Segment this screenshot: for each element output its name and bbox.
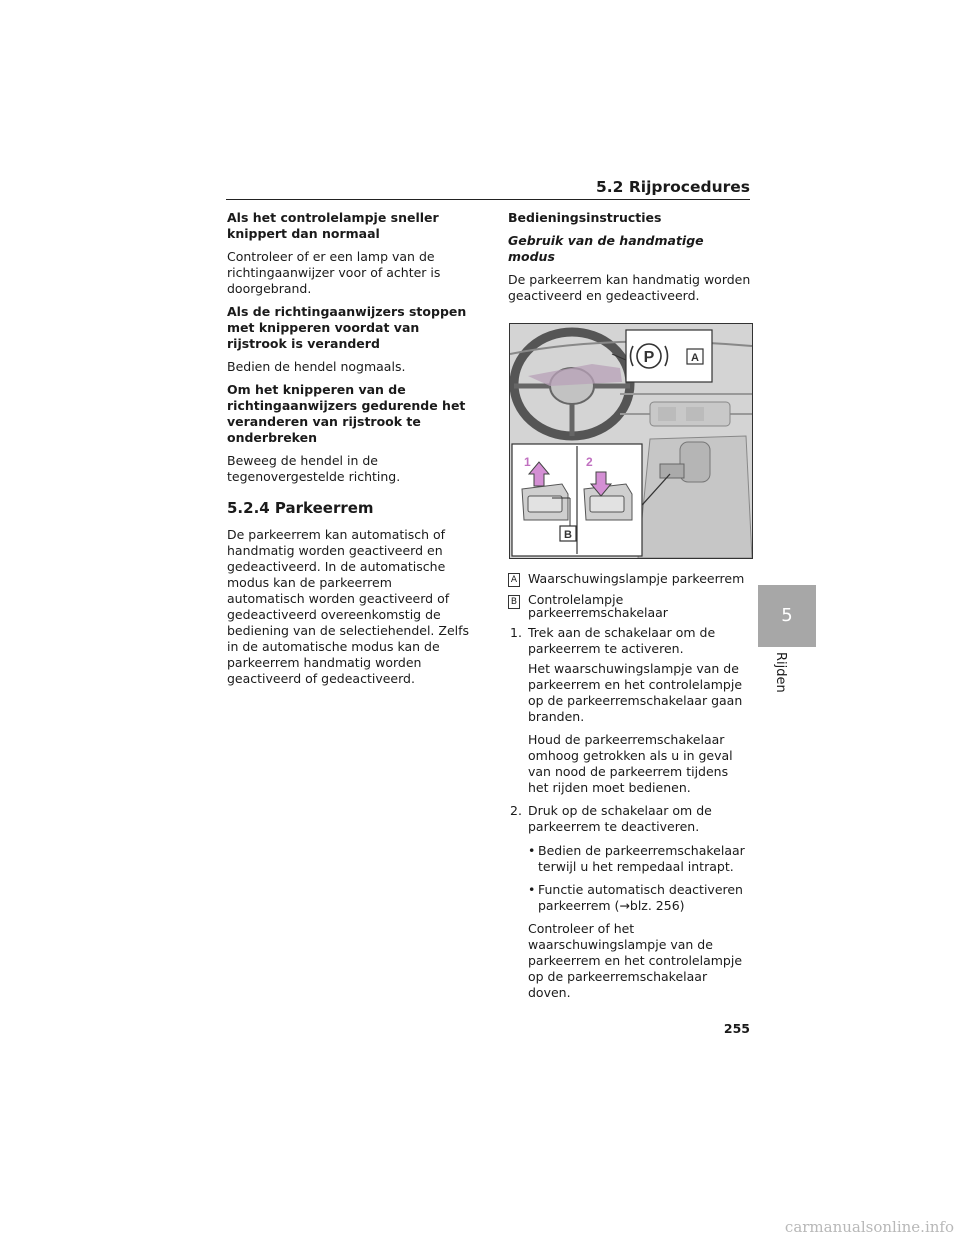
step-2-after: Controleer of het waarschuwingslampje van de parkeerrem en het controlelampje op de parkeerremschakelaar doven. [528,921,743,1000]
chapter-tab [758,585,816,647]
text-parkeerrem-intro: De parkeerrem kan automatisch of handmatig worden geactiveerd en gedeactiveerd. In de automatische modus kan de parkeerrem automatisch worden geactiveerd of gedeactiveerd overeenkomstig de bediening van de selectiehendel. Zelfs in de automatische modus kan de parkeerrem handmatig worden geactiveerd of gedeactiveerd. [227,527,470,686]
step-2-bullet-2 [508,882,752,914]
figure-label-b: B [564,529,572,541]
step-1 [508,625,752,657]
callout-a-text: Waarschuwingslampje parkeerrem [528,571,745,586]
left-column [227,210,472,694]
callout-a [508,571,752,587]
parking-brake-warning-icon: P [643,349,655,366]
step-2 [508,803,752,835]
step-1-number: 1. [510,625,522,640]
bullet-dot: • [528,843,536,858]
parking-brake-figure [509,323,753,559]
step-2-number: 2. [510,803,522,818]
right-column [508,210,752,1008]
callout-a-letter: A [508,573,520,587]
step-2-text: Druk op de schakelaar om de parkeerrem te deactiveren. [528,803,712,834]
step-2-bullet-1 [508,843,752,875]
watermark: carmanualsonline.info [784,1218,954,1236]
step-2-bullet-2-text: Functie automatisch deactiveren parkeerrem (→blz. 256) [538,882,743,913]
page-header-title: 5.2 Rijprocedures [595,178,750,196]
heading-interrupt-blink: Om het knipperen van de richtingaanwijzers gedurende het veranderen van rijstrook te onderbreken [227,382,466,445]
text-fast-blink: Controleer of er een lamp van de richtingaanwijzer voor of achter is doorgebrand. [227,249,441,296]
step-1-detail-1: Het waarschuwingslampje van de parkeerrem en het controlelampje op de parkeerremschakelaar gaan branden. [528,661,743,724]
heading-instructions: Bedieningsinstructies [508,210,662,225]
chapter-tab-number: 5 [781,605,793,626]
step-2-bullet-1-text: Bedien de parkeerremschakelaar terwijl u het rempedaal intrapt. [538,843,745,874]
callout-b-letter: B [508,595,520,609]
dashboard-illustration [510,324,752,558]
callout-b [508,593,752,619]
text-manual-intro: De parkeerrem kan handmatig worden geactiveerd en gedeactiveerd. [508,272,751,303]
heading-stop-blink: Als de richtingaanwijzers stoppen met knipperen voordat van rijstrook is veranderd [227,304,467,351]
step-1-text: Trek aan de schakelaar om de parkeerrem te activeren. [528,625,716,656]
subheading-manual-mode: Gebruik van de handmatige modus [508,233,704,264]
step-1-detail-2: Houd de parkeerremschakelaar omhoog getrokken als u in geval van nood de parkeerrem tijdens het rijden moet bedienen. [528,732,733,795]
section-title-parkeerrem: 5.2.4 Parkeerrem [227,499,374,517]
figure-label-a: A [691,352,699,364]
figure-number-2: 2 [586,455,593,469]
text-stop-blink: Bedien de hendel nogmaals. [227,359,406,374]
callout-b-text: Controlelampje parkeerremschakelaar [528,592,668,620]
bullet-dot: • [528,882,536,897]
page-number: 255 [723,1021,750,1036]
heading-fast-blink: Als het controlelampje sneller knippert dan normaal [227,210,439,241]
chapter-tab-label: Rijden [773,652,788,693]
figure-number-1: 1 [524,455,531,469]
header-rule [226,199,750,200]
text-interrupt-blink: Beweeg de hendel in de tegenovergestelde richting. [227,453,401,484]
